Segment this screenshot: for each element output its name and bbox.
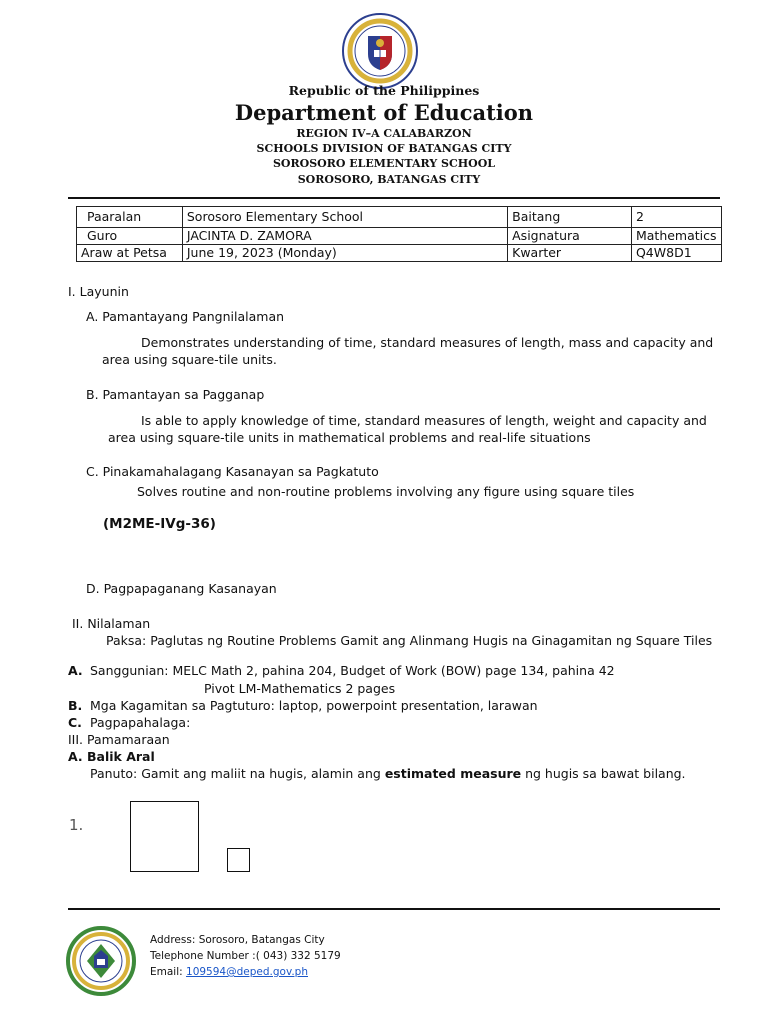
- kagamitan-text: Mga Kagamitan sa Pagtuturo: laptop, powerpoint presentation, larawan: [90, 698, 538, 713]
- sanggunian-text: Sanggunian: MELC Math 2, pahina 204, Budget of Work (BOW) page 134, pahina 42: [90, 663, 615, 678]
- sanggunian-label: A.: [68, 663, 83, 678]
- competency-code: (M2ME-IVg-36): [103, 516, 216, 532]
- panuto-text-bold: estimated measure: [384, 766, 522, 781]
- item-number: 1.: [69, 816, 84, 834]
- pagpapahalaga-label: C.: [68, 715, 82, 730]
- school-address-heading: SOROSORO, BATANGAS CITY: [297, 173, 481, 186]
- section-a-text-line-2: area using square-tile units.: [102, 352, 277, 367]
- large-square-figure: [130, 801, 199, 872]
- table-cell: 2: [631, 207, 721, 228]
- table-cell: JACINTA D. ZAMORA: [182, 228, 507, 245]
- section-b-text-line-1: Is able to apply knowledge of time, standard measures of length, weight and capacity and: [141, 413, 707, 428]
- balik-aral-heading: A. Balik Aral: [68, 749, 155, 764]
- division-heading: SCHOOLS DIVISION OF BATANGAS CITY: [256, 142, 512, 155]
- sanggunian-text-line-2: Pivot LM-Mathematics 2 pages: [204, 681, 396, 696]
- nilalaman-heading: II. Nilalaman: [72, 616, 151, 631]
- lesson-info-table: [76, 206, 722, 262]
- footer-divider: [68, 908, 720, 910]
- layunin-heading: I. Layunin: [68, 284, 129, 299]
- footer-email-label: Email:: [150, 966, 187, 978]
- table-cell: Araw at Petsa: [77, 245, 183, 262]
- small-square-tile: [227, 848, 250, 872]
- section-b-text-line-2: area using square-tile units in mathematical problems and real-life situations: [108, 430, 591, 445]
- section-a-text-line-1: Demonstrates understanding of time, standard measures of length, mass and capacity and: [141, 335, 714, 350]
- footer-email-line: [150, 966, 308, 978]
- section-c-text: Solves routine and non-routine problems involving any figure using square tiles: [137, 484, 635, 499]
- kagamitan-label: B.: [68, 698, 83, 713]
- section-d-title: D. Pagpapaganang Kasanayan: [86, 581, 277, 596]
- table-cell: Q4W8D1: [631, 245, 721, 262]
- table-cell: Guro: [77, 228, 183, 245]
- school-heading: SOROSORO ELEMENTARY SCHOOL: [272, 157, 496, 170]
- paksa-text: Paksa: Paglutas ng Routine Problems Gamit ang Alinmang Hugis na Ginagamitan ng Square Tiles: [106, 633, 713, 648]
- table-cell: Baitang: [508, 207, 632, 228]
- pamamaraan-heading: III. Pamamaraan: [68, 732, 170, 747]
- footer-telephone: Telephone Number :( 043) 332 5179: [150, 950, 341, 962]
- footer-email-link[interactable]: 109594@deped.gov.ph: [186, 966, 308, 978]
- table-cell: Mathematics: [631, 228, 721, 245]
- table-row: [77, 245, 722, 262]
- region-heading: REGION IV–A CALABARZON: [296, 127, 472, 140]
- department-heading: Department of Education: [234, 100, 534, 125]
- school-seal-icon: [66, 926, 136, 996]
- deped-seal-icon: [341, 12, 419, 90]
- table-row: [77, 207, 722, 228]
- republic-heading: Republic of the Philippines: [288, 83, 480, 98]
- section-a-title: A. Pamantayang Pangnilalaman: [86, 309, 285, 324]
- panuto-text-start: Panuto: Gamit ang maliit na hugis, alamin ang: [90, 766, 385, 781]
- table-cell: Kwarter: [508, 245, 632, 262]
- panuto-text-end: ng hugis sa bawat bilang.: [521, 766, 686, 781]
- footer-address: Address: Sorosoro, Batangas City: [150, 934, 325, 946]
- table-cell: Paaralan: [77, 207, 183, 228]
- header-divider: [68, 197, 720, 199]
- table-row: [77, 228, 722, 245]
- table-cell: June 19, 2023 (Monday): [182, 245, 507, 262]
- section-b-title: B. Pamantayan sa Pagganap: [86, 387, 265, 402]
- table-cell: Sorosoro Elementary School: [182, 207, 507, 228]
- pagpapahalaga-text: Pagpapahalaga:: [90, 715, 191, 730]
- section-c-title: C. Pinakamahalagang Kasanayan sa Pagkatuto: [86, 464, 379, 479]
- panuto-text: [90, 766, 686, 781]
- table-cell: Asignatura: [508, 228, 632, 245]
